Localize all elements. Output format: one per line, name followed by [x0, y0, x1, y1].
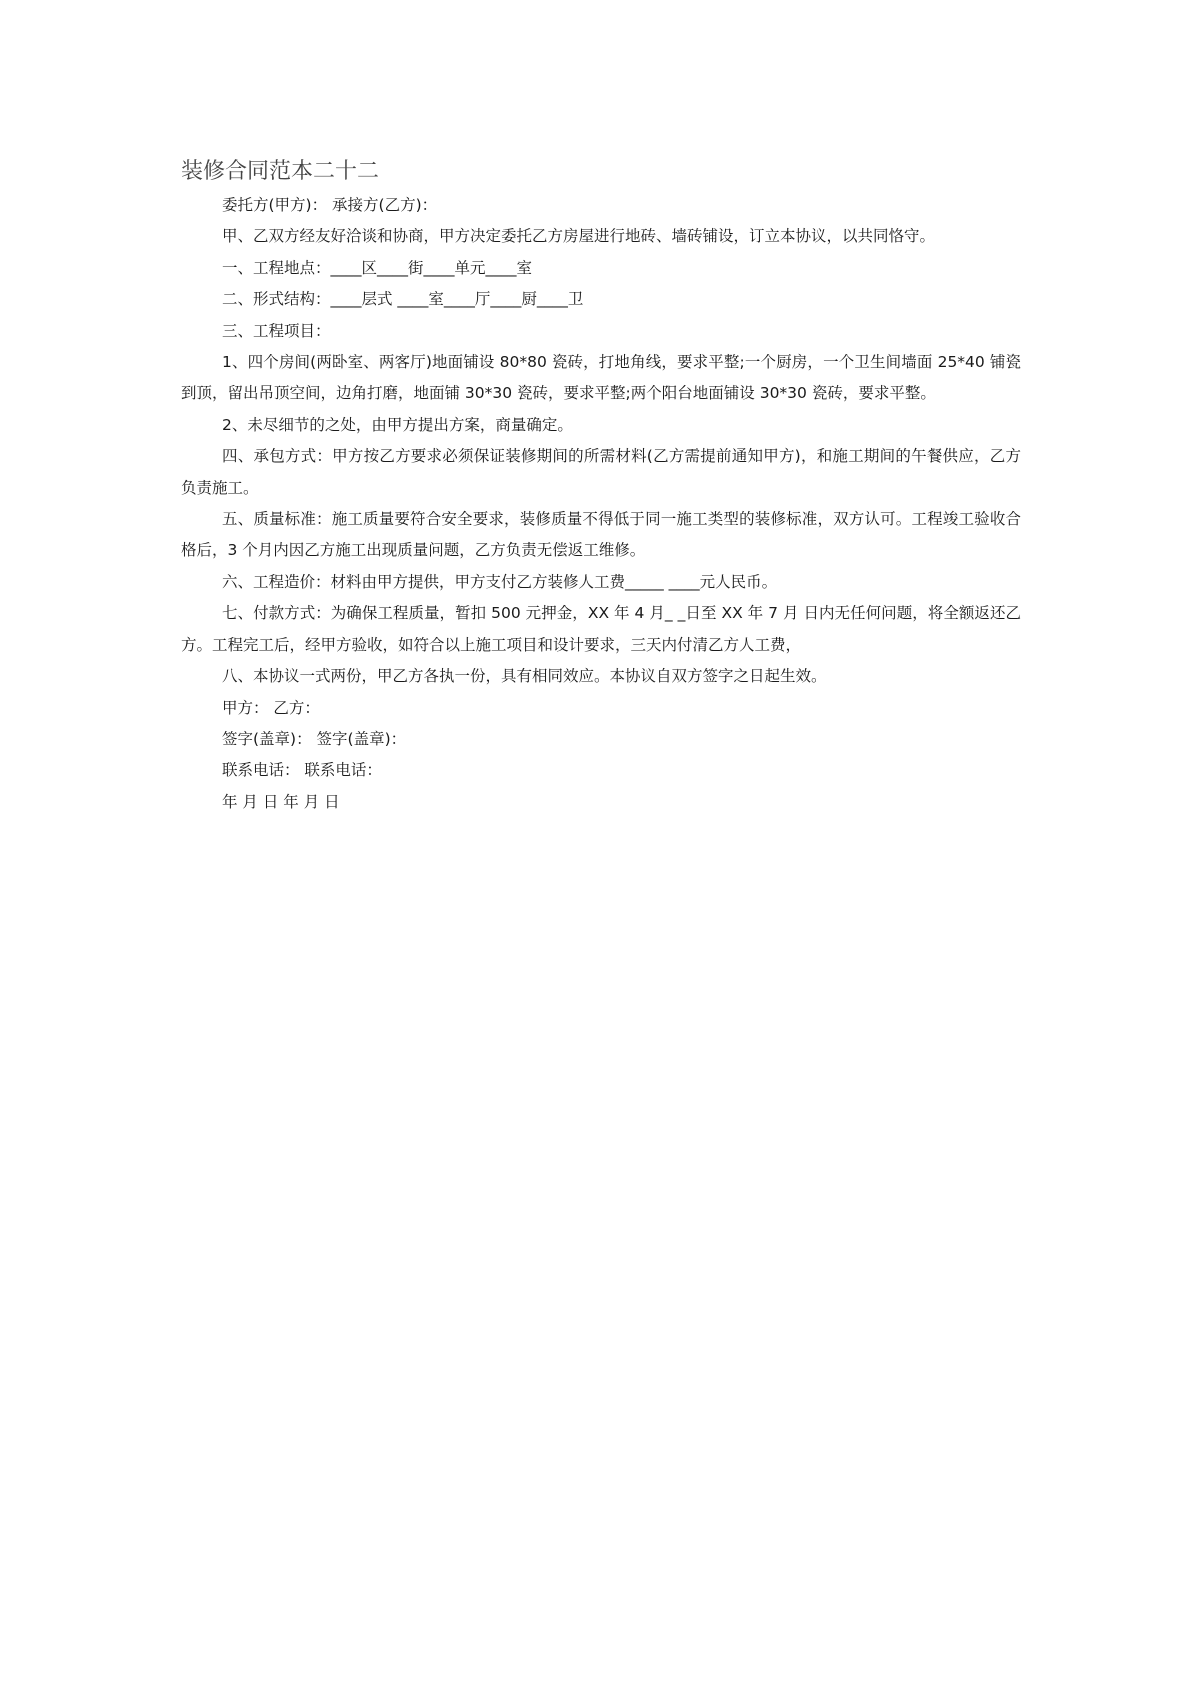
clause-project-location: 一、工程地点：____区____街____单元____室: [222, 258, 533, 277]
document-title: 装修合同范本二十二: [181, 159, 380, 184]
contact-phone-line: 联系电话： 联系电话：: [222, 761, 382, 780]
clause-copies-effect: 八、本协议一式两份，甲乙方各执一份，具有相同效应。本协议自双方签字之日起生效。: [222, 667, 827, 686]
project-item-2: 2、未尽细节的之处，由甲方提出方案，商量确定。: [222, 415, 573, 434]
signature-date-line: 年 月 日 年 月 日: [222, 792, 340, 811]
clause-payment-method: 七、付款方式：为确保工程质量，暂扣 500 元押金，XX 年 4 月_ _日至 XX 年 7 月 日内无任何问题，将全额返还乙方。工程完工后，经甲方验收，如符合以上施工项目和设计要求，三天内付清乙方人工费，: [181, 604, 1021, 654]
project-item-1: 1、四个房间(两卧室、两客厅)地面铺设 80*80 瓷砖，打地角线，要求平整;一个厨房，一个卫生间墙面 25*40 铺瓷到顶，留出吊顶空间，边角打磨，地面铺 30*30 瓷砖，要求平整;两个阳台地面铺设 30*30 瓷砖，要求平整。: [181, 353, 1021, 403]
clause-project-items: 三、工程项目：: [222, 321, 331, 340]
signature-seal-line: 签字(盖章)： 签字(盖章)：: [222, 729, 407, 748]
signature-parties: 甲方： 乙方：: [222, 698, 320, 717]
clause-contracting-method: 四、承包方式：甲方按乙方要求必须保证装修期间的所需材料(乙方需提前通知甲方)，和施工期间的午餐供应，乙方负责施工。: [181, 447, 1021, 497]
clause-structure: 二、形式结构：____层式 ____室____厅____厨____卫: [222, 290, 584, 309]
clause-project-cost: 六、工程造价：材料由甲方提供，甲方支付乙方装修人工费_____ ____元人民币。: [222, 572, 778, 591]
preamble-paragraph: 甲、乙双方经友好洽谈和协商，甲方决定委托乙方房屋进行地砖、墙砖铺设，订立本协议，以共同恪守。: [222, 227, 936, 246]
parties-line: 委托方(甲方)： 承接方(乙方)：: [222, 196, 438, 214]
clause-quality-standard: 五、质量标准：施工质量要符合安全要求，装修质量不得低于同一施工类型的装修标准，双方认可。工程竣工验收合格后，3 个月内因乙方施工出现质量问题，乙方负责无偿返工维修。: [181, 510, 1021, 560]
document-body: [181, 190, 1021, 818]
